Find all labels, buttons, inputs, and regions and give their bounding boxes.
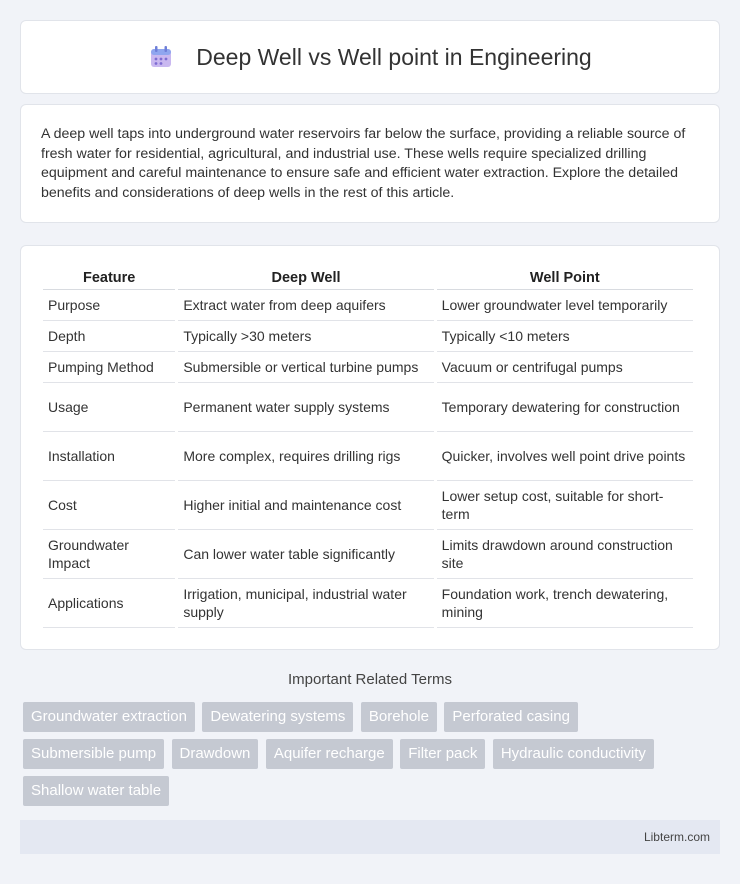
table-cell: Permanent water supply systems xyxy=(178,383,433,432)
table-cell: Higher initial and maintenance cost xyxy=(178,481,433,530)
tag-drawdown[interactable]: Drawdown xyxy=(172,739,259,769)
tag-groundwater-extraction[interactable]: Groundwater extraction xyxy=(23,702,195,732)
footer-brand-link[interactable]: Libterm.com xyxy=(643,830,710,844)
related-terms-tags xyxy=(23,702,723,813)
header-well-point: Well Point xyxy=(437,268,693,290)
tag-borehole[interactable]: Borehole xyxy=(361,702,437,732)
tag-aquifer-recharge[interactable]: Aquifer recharge xyxy=(266,739,393,769)
table-cell: Limits drawdown around construction site xyxy=(437,530,693,579)
table-cell: Vacuum or centrifugal pumps xyxy=(437,352,693,383)
related-terms-title: Important Related Terms xyxy=(288,671,452,688)
tag-filter-pack[interactable]: Filter pack xyxy=(400,739,485,769)
tag-hydraulic-conductivity[interactable]: Hydraulic conductivity xyxy=(493,739,654,769)
table-cell: Groundwater Impact xyxy=(43,530,175,579)
header-feature: Feature xyxy=(43,268,175,290)
tag-perforated-casing[interactable]: Perforated casing xyxy=(444,702,578,732)
table-row xyxy=(43,432,693,481)
table-cell: Applications xyxy=(43,579,175,628)
page-title: Deep Well vs Well point in Engineering xyxy=(196,43,592,70)
table-cell: Submersible or vertical turbine pumps xyxy=(178,352,433,383)
table-row xyxy=(43,481,693,530)
comparison-table xyxy=(40,268,696,628)
tag-submersible-pump[interactable]: Submersible pump xyxy=(23,739,164,769)
table-row xyxy=(43,530,693,579)
table-cell: Purpose xyxy=(43,290,175,321)
table-cell: Extract water from deep aquifers xyxy=(178,290,433,321)
table-cell: Cost xyxy=(43,481,175,530)
header-deep-well: Deep Well xyxy=(178,268,433,290)
table-cell: Pumping Method xyxy=(43,352,175,383)
footer xyxy=(20,820,720,854)
table-row xyxy=(43,579,693,628)
tag-shallow-water-table[interactable]: Shallow water table xyxy=(23,776,169,806)
table-header-row xyxy=(43,268,693,290)
intro-text: A deep well taps into underground water reservoirs far below the surface, providing a reliable source of fresh water for residential, agricultural, and industrial use. These wells require specialized drilling equipment and careful maintenance to ensure safe and efficient water extraction. Explore the detailed benefits and considerations of deep wells in the rest of this article. xyxy=(41,126,686,201)
table-cell: Temporary dewatering for construction xyxy=(437,383,693,432)
table-cell: Typically >30 meters xyxy=(178,321,433,352)
table-cell: More complex, requires drilling rigs xyxy=(178,432,433,481)
table-row xyxy=(43,383,693,432)
table-cell: Irrigation, municipal, industrial water supply xyxy=(178,579,433,628)
table-cell: Depth xyxy=(43,321,175,352)
table-cell: Installation xyxy=(43,432,175,481)
calendar-icon xyxy=(148,44,174,70)
table-cell: Typically <10 meters xyxy=(437,321,693,352)
table-cell: Can lower water table significantly xyxy=(178,530,433,579)
table-row xyxy=(43,352,693,383)
header-card xyxy=(20,20,720,94)
table-cell: Foundation work, trench dewatering, mining xyxy=(437,579,693,628)
intro-card xyxy=(20,104,720,223)
table-cell: Quicker, involves well point drive points xyxy=(437,432,693,481)
tag-dewatering-systems[interactable]: Dewatering systems xyxy=(202,702,353,732)
comparison-table-card xyxy=(20,245,720,650)
table-cell: Usage xyxy=(43,383,175,432)
table-cell: Lower setup cost, suitable for short-term xyxy=(437,481,693,530)
table-row xyxy=(43,290,693,321)
table-row xyxy=(43,321,693,352)
table-cell: Lower groundwater level temporarily xyxy=(437,290,693,321)
